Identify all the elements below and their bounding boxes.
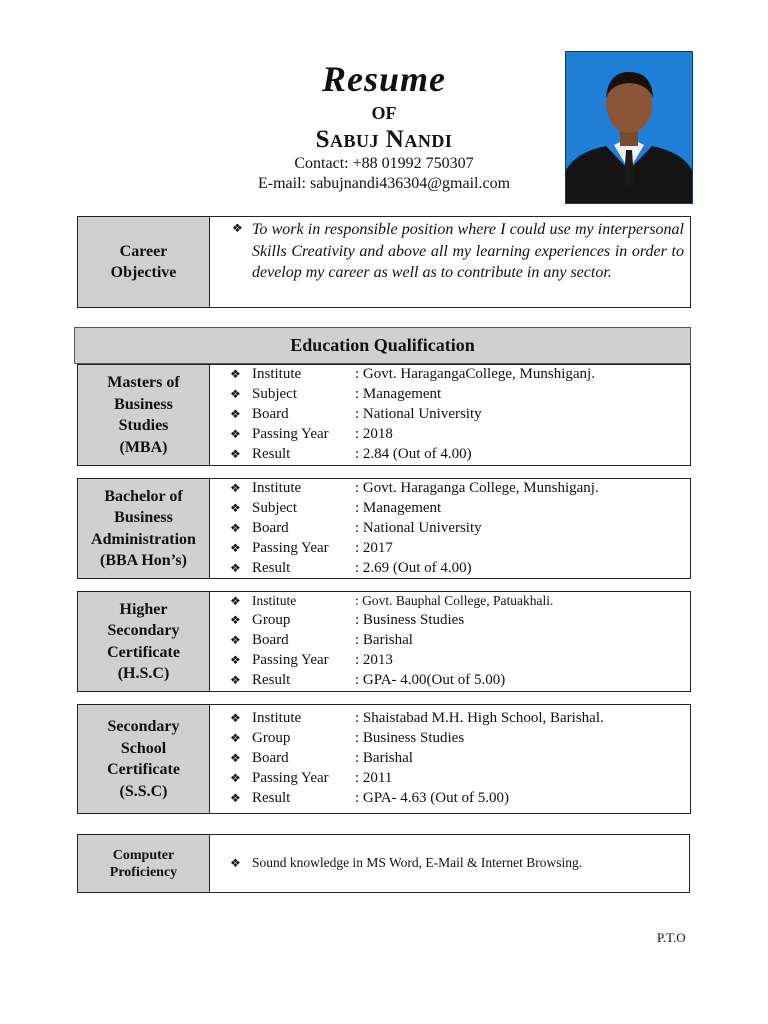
bullet-icon: ❖ — [230, 856, 241, 870]
person-portrait-icon — [566, 52, 692, 203]
bullet-icon: ❖ — [230, 711, 241, 725]
contact-email: E-mail: sabujnandi436304@gmail.com — [257, 175, 511, 192]
bullet-icon: ❖ — [230, 447, 241, 461]
resume-of: OF — [371, 103, 397, 123]
bullet-icon: ❖ — [230, 791, 241, 805]
education-heading: Education Qualification — [74, 327, 691, 364]
contact-phone: Contact: +88 01992 750307 — [294, 155, 474, 172]
bullet-icon: ❖ — [230, 521, 241, 535]
bullet-icon: ❖ — [230, 653, 241, 667]
bullet-icon: ❖ — [232, 221, 243, 235]
bullet-icon: ❖ — [230, 751, 241, 765]
page-turn-over: P.T.O — [657, 930, 686, 945]
bullet-icon: ❖ — [230, 481, 241, 495]
degree-label: Bachelor of Business Administration (BBA Hon’s) — [78, 479, 210, 578]
candidate-name: Sabuj Nandi — [315, 126, 453, 153]
bullet-icon: ❖ — [230, 561, 241, 575]
bullet-icon: ❖ — [230, 501, 241, 515]
profile-photo — [565, 51, 693, 204]
bullet-icon: ❖ — [230, 407, 241, 421]
resume-title: Resume — [321, 59, 446, 99]
career-objective-text: To work in responsible position where I could use my interpersonal Skills Creativity and above all my learning experiences in order to develop my career as well as to contribute in any sector. — [252, 221, 684, 281]
bullet-icon: ❖ — [230, 387, 241, 401]
bullet-icon: ❖ — [230, 594, 241, 608]
bullet-icon: ❖ — [230, 771, 241, 785]
career-objective-label: Career Objective — [78, 217, 210, 307]
bullet-icon: ❖ — [230, 731, 241, 745]
bullet-icon: ❖ — [230, 541, 241, 555]
bullet-icon: ❖ — [230, 613, 241, 627]
degree-label: Higher Secondary Certificate (H.S.C) — [78, 592, 210, 691]
degree-label: Masters of Business Studies (MBA) — [78, 365, 210, 465]
bullet-icon: ❖ — [230, 633, 241, 647]
degree-label: Secondary School Certificate (S.S.C) — [78, 705, 210, 813]
bullet-icon: ❖ — [230, 367, 241, 381]
bullet-icon: ❖ — [230, 673, 241, 687]
bullet-icon: ❖ — [230, 427, 241, 441]
computer-proficiency-label: Computer Proficiency — [78, 835, 210, 892]
